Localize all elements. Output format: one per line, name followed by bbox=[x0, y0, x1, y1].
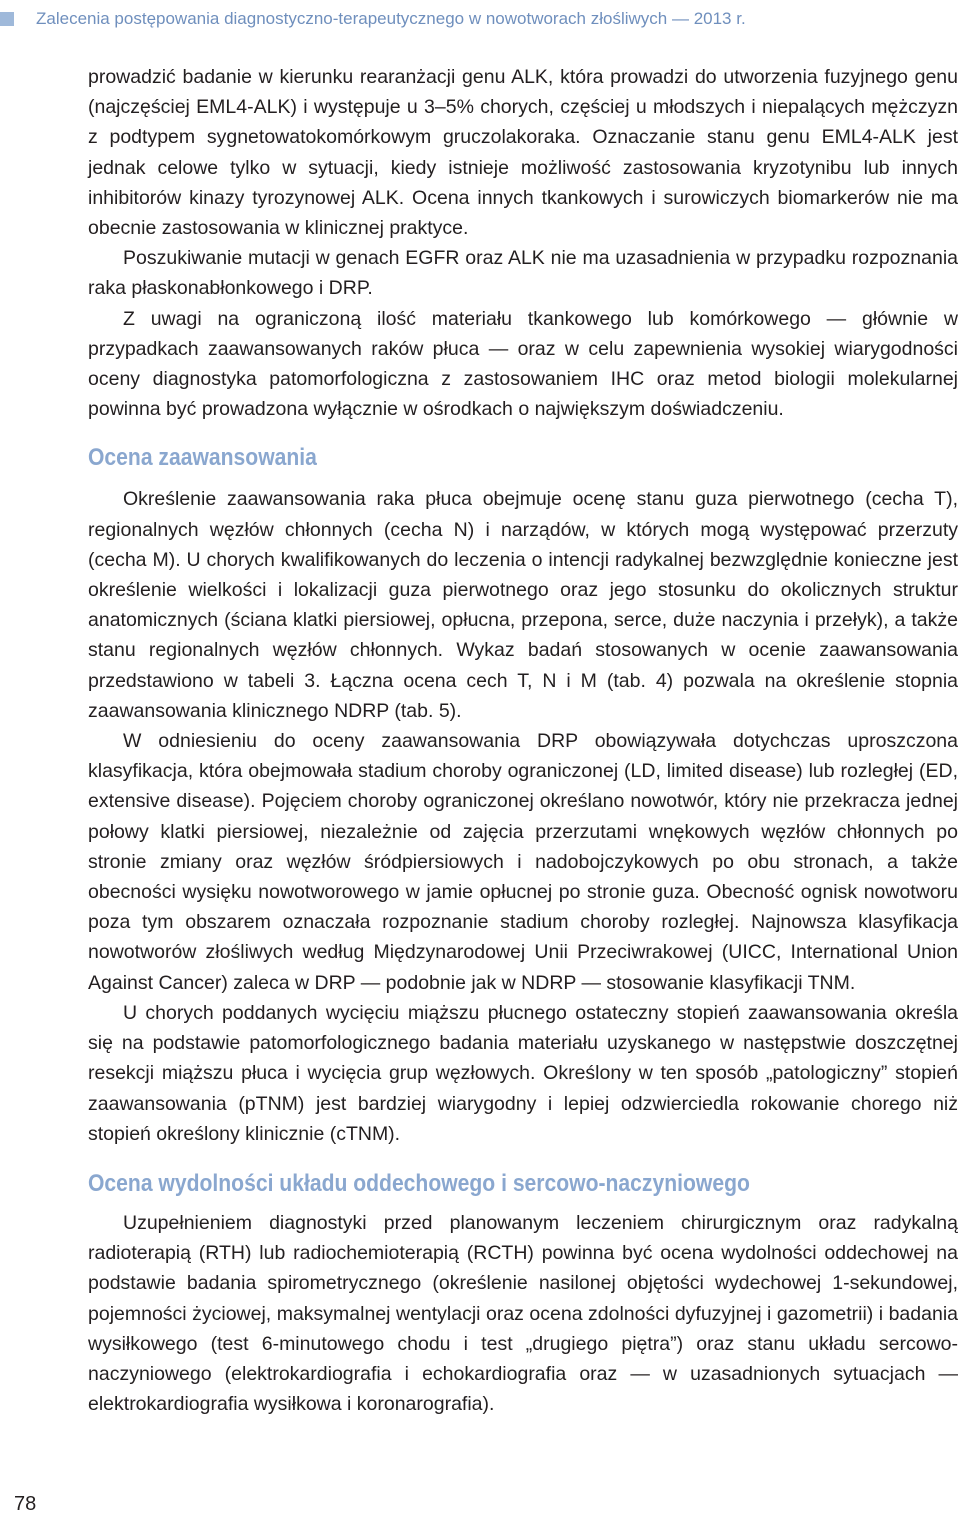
paragraph-alk-testing: prowadzić badanie w kierunku rearanżacji genu ALK, która prowadzi do utworzenia fuzyjnego genu (najczęściej EML4-ALK) i występuje u 3–5% chorych, częściej u młodszych i niepalących mężczyzn z podtypem sygnetowatokomórkowym gruczolakoraka. Oznaczanie stanu genu EML4-ALK jest jednak celowe tylko w sytuacji, kiedy istnieje możliwość zastosowania kryzotynibu lub innych inhibitorów kinazy tyrozynowej ALK. Ocena innych tkankowych i surowiczych biomarkerów nie ma obecnie zastosowania w klinicznej praktyce. bbox=[88, 66, 958, 240]
paragraph-sclc-staging: W odniesieniu do oceny zaawansowania DRP obowiązywała dotychczas uproszczona klasyfikacja, która obejmowała stadium choroby ograniczonej (LD, limited disease) lub rozległej (ED, extensive disease). Pojęciem choroby ograniczonej określano nowotwór, który nie przekracza jednej połowy klatki piersiowej, niezależnie od zajęcia przerzutami wnękowych węzłów chłonnych po stronie zmiany oraz węzłów śródpiersiowych i nadobojczykowych po obu stronach, a także obecności wysięku nowotworowego w jamie opłucnej po stronie guza. Obecność ognisk nowotworu poza tym obszarem oznaczała rozpoznanie stadium choroby rozległej. Najnowsza klasyfikacja nowotworów złośliwych według Międzynarodowej Unii Przeciwrakowej (UICC, International Union Against Cancer) zaleca w DRP — podobnie jak w NDRP — stosowanie klasyfikacji TNM. bbox=[88, 730, 958, 994]
page-number: 78 bbox=[14, 1493, 37, 1515]
paragraph-pathologic-staging: U chorych poddanych wycięciu miąższu płucnego ostateczny stopień zaawansowania określa się na podstawie patomorfologicznego badania materiału uzyskanego w następstwie doszczętnej resekcji miąższu płuca i wycięcia grup węzłowych. Określony w ten sposób „patologiczny” stopień zaawansowania (pTNM) jest bardziej wiarygodny i lepiej odzwierciedla rokowanie chorego niż stopień określony klinicznie (cTNM). bbox=[88, 1001, 958, 1145]
running-header-title: Zalecenia postępowania diagnostyczno-terapeutycznego w nowotworach złośliwych — 2013 r. bbox=[36, 9, 746, 28]
section-title-respiratory-cardio: Ocena wydolności układu oddechowego i sercowo-naczyniowego bbox=[88, 1169, 750, 1197]
paragraph-limited-material: Z uwagi na ograniczoną ilość materiału tkankowego lub komórkowego — głównie w przypadkach zaawansowanych raków płuca — oraz w celu zapewnienia wysokiej wiarygodności oceny diagnostyka patomorfologiczna z zastosowaniem IHC oraz metod biologii molekularnej powinna być prowadzona wyłącznie w ośrodkach o największym doświadczeniu. bbox=[88, 307, 958, 421]
paragraph-egfr-alk-mutations: Poszukiwanie mutacji w genach EGFR oraz ALK nie ma uzasadnienia w przypadku rozpoznania raka płaskonabłonkowego i DRP. bbox=[88, 247, 958, 300]
header-square-marker bbox=[0, 12, 14, 26]
paragraph-staging-tnm: Określenie zaawansowania raka płuca obejmuje ocenę stanu guza pierwotnego (cecha T), regionalnych węzłów chłonnych (cecha N) i narządów, w których mogą występować przerzuty (cecha M). U chorych kwalifikowanych do leczenia o intencji radykalnej bezwzględnie konieczne jest określenie wielkości i lokalizacji guza pierwotnego oraz jego stosunku do okolicznych struktur anatomicznych (ściana klatki piersiowej, opłucna, przepona, serce, duże naczynia i przełyk), a także stanu regionalnych węzłów chłonnych. Wykaz badań stosowanych w ocenie zaawansowania przedstawiono w tabeli 3. Łączna ocena cech T, N i M (tab. 4) pozwala na określenie stopnia zaawansowania klinicznego NDRP (tab. 5). bbox=[88, 488, 958, 722]
page-content bbox=[88, 62, 958, 1419]
running-header bbox=[0, 6, 960, 28]
paragraph-respiratory-assessment: Uzupełnieniem diagnostyki przed planowanym leczeniem chirurgicznym oraz radykalną radioterapią (RTH) lub radiochemioterapią (RCTH) powinna być ocena wydolności oddechowej na podstawie badania spirometrycznego (określenie nasilonej objętości wydechowej 1-sekundowej, pojemności życiowej, maksymalnej wentylacji oraz ocena zdolności dyfuzyjnej i gazometrii) i badania wysiłkowego (test 6-minutowego chodu i test „drugiego piętra”) oraz stanu układu sercowo-naczyniowego (elektrokardiografia i echokardiografia oraz — w uzasadnionych sytuacjach — elektrokardiografia wysiłkowa i koronarografia). bbox=[88, 1211, 958, 1416]
section-title-staging: Ocena zaawansowania bbox=[88, 444, 317, 472]
